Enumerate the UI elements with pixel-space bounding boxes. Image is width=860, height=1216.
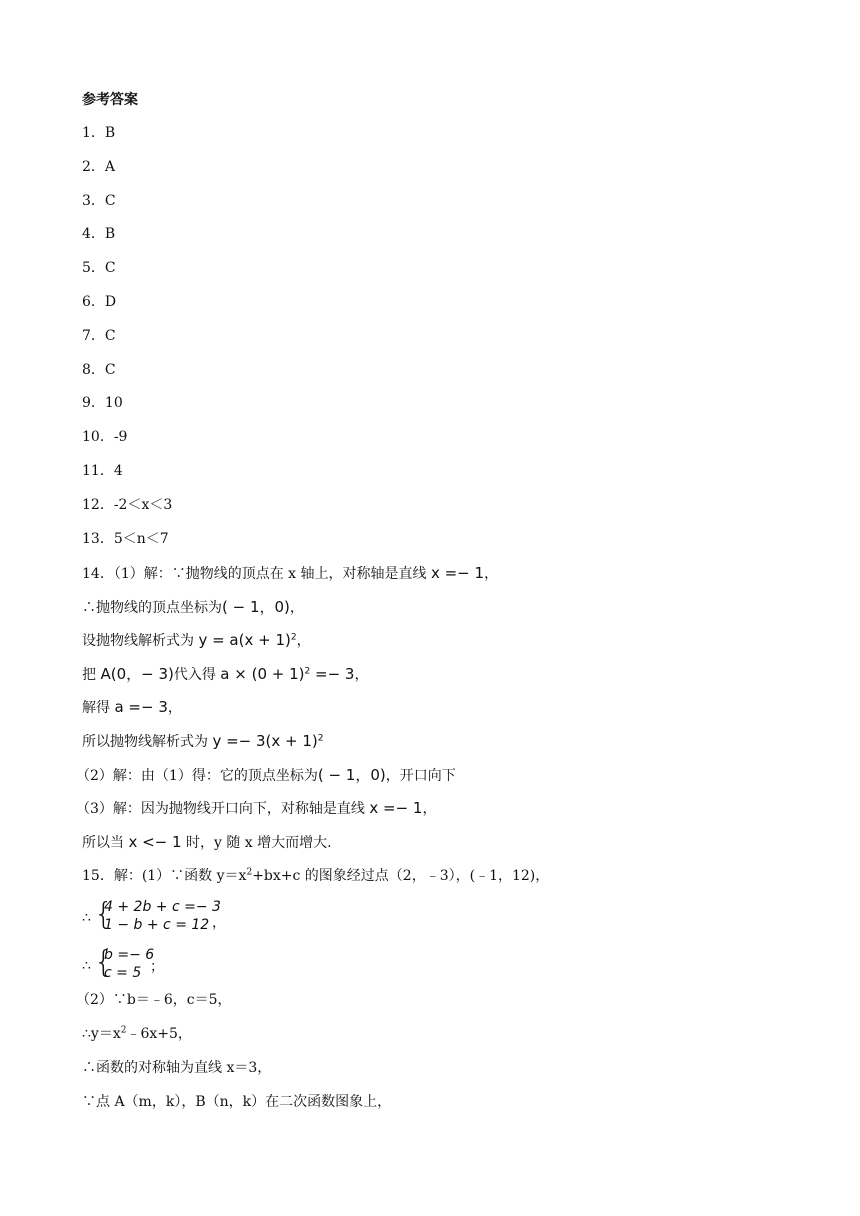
therefore-symbol: ∴ bbox=[82, 958, 91, 974]
q14-line-5: 解得 a =− 3， bbox=[82, 698, 182, 716]
q14-line-4: 把 A(0，− 3)代入得 $a \times (0 + 1)^2 =- 3$， bbox=[82, 665, 369, 683]
answer-line: 6．D bbox=[82, 294, 117, 310]
equation-row: 4 + 2b + c =− 3 bbox=[104, 899, 221, 915]
answer-line: 9．10 bbox=[82, 395, 123, 412]
q14-line-1: 14．（1）解：∵抛物线的顶点在 x 轴上，对称轴是直线 x =− 1， bbox=[82, 564, 499, 582]
q14-line-8: （3）解：因为抛物线开口向下，对称轴是直线 x =− 1， bbox=[76, 799, 437, 817]
answer-line: 12．-2＜x＜3 bbox=[82, 496, 173, 513]
answer-line: 2．A bbox=[82, 158, 116, 175]
punctuation: ， bbox=[212, 915, 226, 931]
answer-line: 13．5＜n＜7 bbox=[82, 530, 169, 547]
answer-line: 1．B bbox=[82, 125, 116, 141]
equation-row: 1 − b + c = 12 bbox=[104, 917, 210, 933]
page-heading: 参考答案 bbox=[82, 92, 138, 108]
q15-line-5: $\therefore y=x^2﹣6x+5$， bbox=[82, 1025, 192, 1042]
left-brace: { bbox=[94, 897, 114, 932]
punctuation: ； bbox=[150, 959, 164, 975]
answer-line: 7．C bbox=[82, 327, 116, 344]
equation-row: b =− 6 bbox=[104, 947, 155, 963]
equation-system-2 bbox=[82, 946, 282, 986]
therefore-symbol: ∴ bbox=[82, 910, 91, 926]
answer-line: 10．-9 bbox=[82, 429, 128, 446]
answer-line: 11．4 bbox=[82, 463, 123, 479]
q15-line-4: （2）∵b＝﹣6，c＝5， bbox=[76, 992, 232, 1008]
equation-system-1 bbox=[82, 898, 282, 938]
q14-line-3: 设抛物线解析式为 $y = a(x + 1)^2$， bbox=[82, 631, 311, 649]
q14-line-2: ∴抛物线的顶点坐标为( − 1，0)， bbox=[82, 598, 304, 616]
q15-line-7: ∵点 A（m，k），B（n，k）在二次函数图象上， bbox=[82, 1094, 392, 1110]
answer-line: 4．B bbox=[82, 226, 116, 243]
q15-line-1: 15．解：(1）∵函数 $y=x^2+bx+c$ 的图象经过点（2，﹣3），(﹣1，12)， bbox=[82, 867, 550, 884]
q14-line-9: 所以当 x <− 1 时，y 随 x 增大而增大. bbox=[82, 833, 332, 851]
system-rows bbox=[104, 946, 154, 982]
equation-row: c = 5 bbox=[104, 965, 142, 981]
q15-line-6: ∴函数的对称轴为直线 x＝3， bbox=[82, 1060, 272, 1076]
q14-line-7: （2）解：由（1）得：它的顶点坐标为( − 1，0)，开口向下 bbox=[76, 766, 456, 784]
answer-line: 3．C bbox=[82, 192, 116, 209]
answer-line: 8．C bbox=[82, 361, 116, 378]
left-brace: { bbox=[94, 945, 114, 980]
answer-line: 5．C bbox=[82, 260, 116, 277]
system-rows bbox=[104, 898, 221, 934]
q14-line-6: 所以抛物线解析式为 $y =- 3(x + 1)^2$ bbox=[82, 732, 324, 750]
